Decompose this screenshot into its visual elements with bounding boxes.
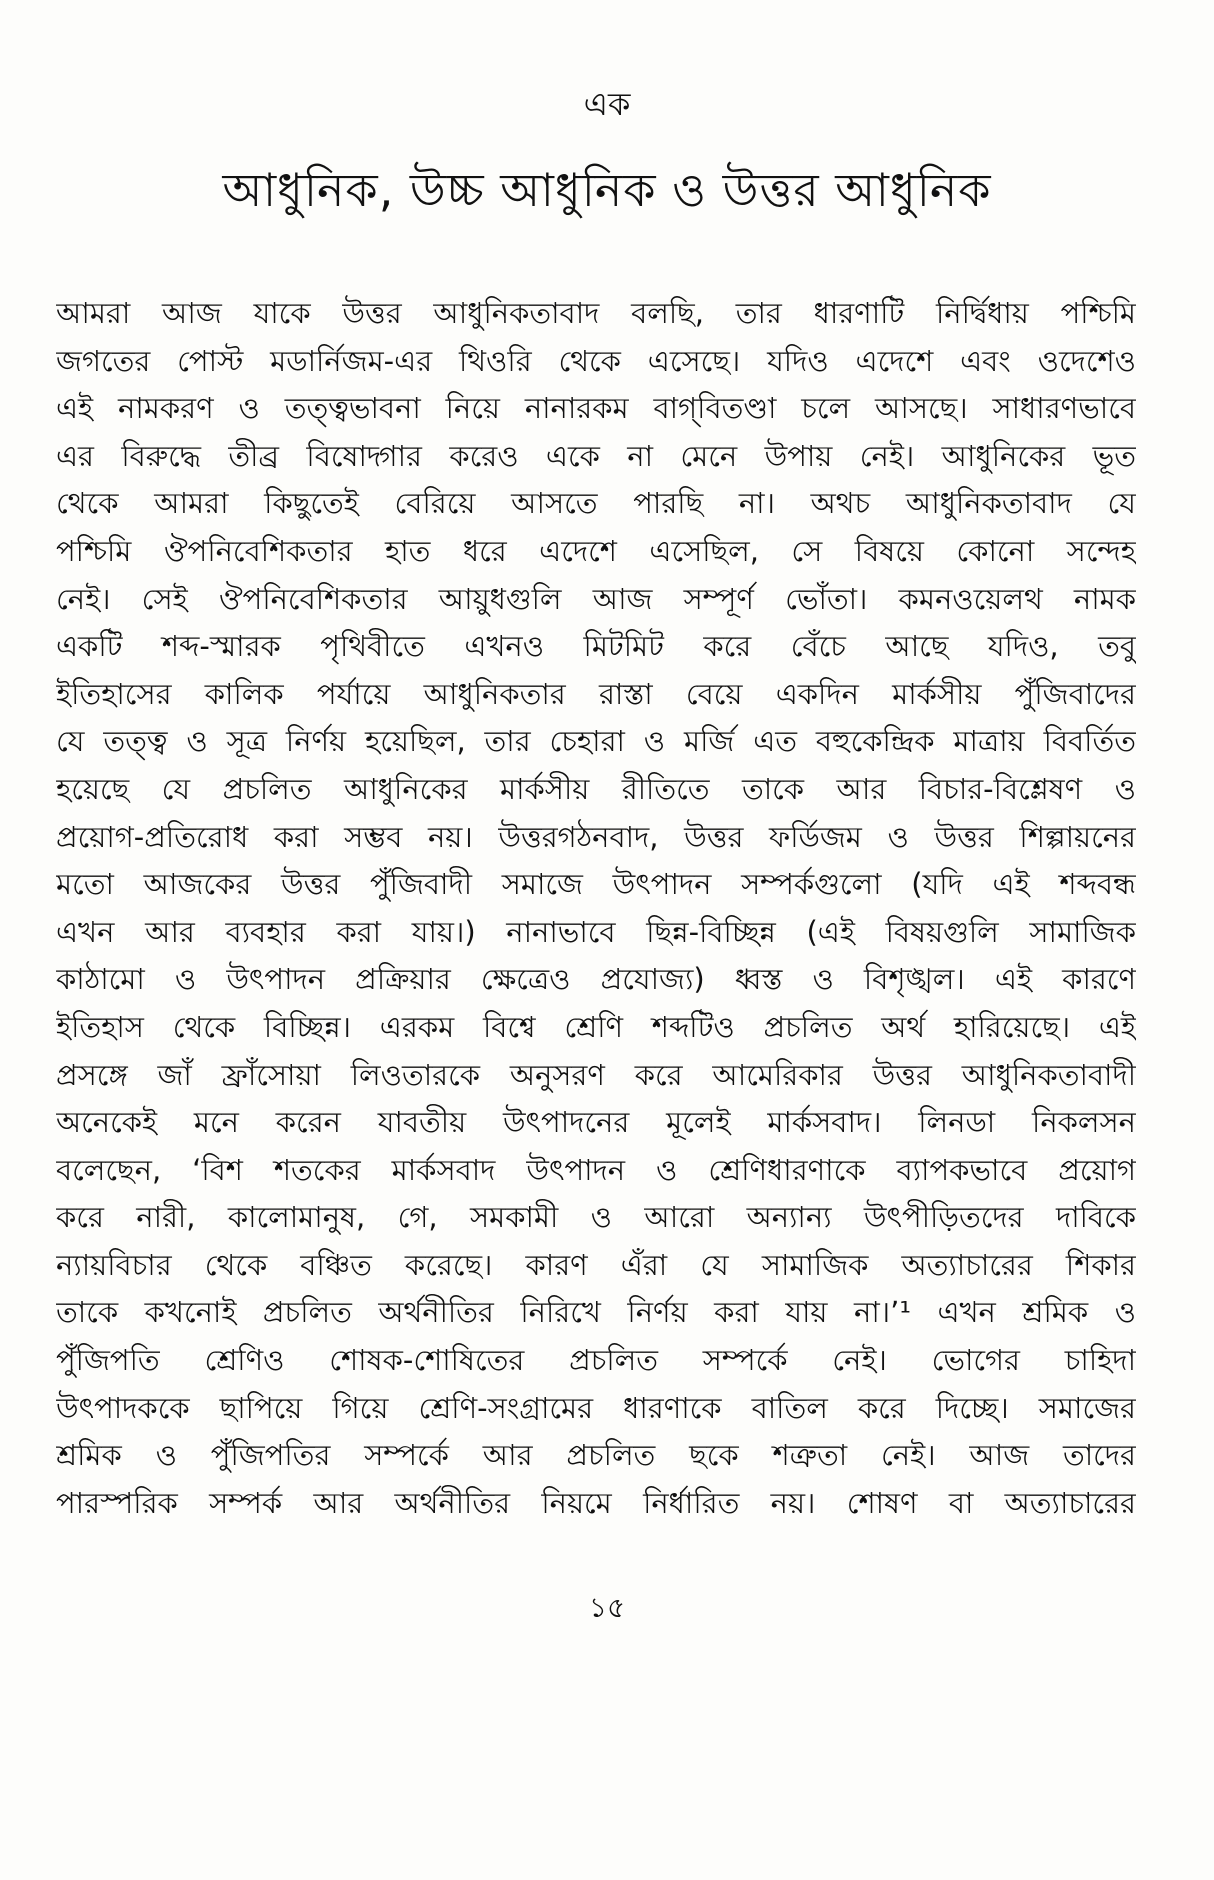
text-line: জগতের পোস্ট মডার্নিজম-এর থিওরি থেকে এসেছে। যদিও এদেশে এবং ওদেশেও <box>56 343 1136 378</box>
text-line: প্রয়োগ-প্রতিরোধ করা সম্ভব নয়। উত্তরগঠনবাদ, উত্তর ফর্ডিজম ও উত্তর শিল্পায়নের <box>56 819 1136 854</box>
chapter-title: আধুনিক, উচ্চ আধুনিক ও উত্তর আধুনিক <box>222 163 992 217</box>
text-line: বলেছেন, ‘বিশ শতকের মার্কসবাদ উৎপাদন ও শ্রেণিধারণাকে ব্যাপকভাবে প্রয়োগ <box>56 1152 1136 1187</box>
text-line: উৎপাদককে ছাপিয়ে গিয়ে শ্রেণি-সংগ্রামের ধারণাকে বাতিল করে দিচ্ছে। সমাজের <box>56 1390 1136 1425</box>
text-line: থেকে আমরা কিছুতেই বেরিয়ে আসতে পারছি না। অথচ আধুনিকতাবাদ যে <box>56 486 1136 521</box>
text-line: প্রসঙ্গে জাঁ ফ্রাঁসোয়া লিওতারকে অনুসরণ করে আমেরিকার উত্তর আধুনিকতাবাদী <box>56 1057 1136 1092</box>
text-line: ন্যায়বিচার থেকে বঞ্চিত করেছে। কারণ এঁরা যে সামাজিক অত্যাচারের শিকার <box>56 1247 1136 1282</box>
text-line: কাঠামো ও উৎপাদন প্রক্রিয়ার ক্ষেত্রেও প্রযোজ্য) ধ্বস্ত ও বিশৃঙ্খল। এই কারণে <box>56 962 1136 997</box>
text-line: শ্রমিক ও পুঁজিপতির সম্পর্কে আর প্রচলিত ছকে শত্রুতা নেই। আজ তাদের <box>56 1438 1136 1473</box>
text-line: ইতিহাসের কালিক পর্যায়ে আধুনিকতার রাস্তা বেয়ে একদিন মার্কসীয় পুঁজিবাদের <box>56 676 1136 711</box>
text-line: পারস্পরিক সম্পর্ক আর অর্থনীতির নিয়মে নির্ধারিত নয়। শোষণ বা অত্যাচারের <box>56 1485 1136 1520</box>
text-line: আমরা আজ যাকে উত্তর আধুনিকতাবাদ বলছি, তার ধারণাটি নির্দ্বিধায় পশ্চিমি <box>56 296 1136 330</box>
text-line: পশ্চিমি ঔপনিবেশিকতার হাত ধরে এদেশে এসেছিল, সে বিষয়ে কোনো সন্দেহ <box>56 533 1136 568</box>
chapter-number: এক <box>583 85 631 123</box>
text-line: ইতিহাস থেকে বিচ্ছিন্ন। এরকম বিশ্বে শ্রেণি শব্দটিও প্রচলিত অর্থ হারিয়েছে। এই <box>56 1009 1136 1044</box>
text-line: এর বিরুদ্ধে তীব্র বিষোদ্গার করেও একে না মেনে উপায় নেই। আধুনিকের ভূত <box>56 438 1136 473</box>
text-line: একটি শব্দ-স্মারক পৃথিবীতে এখনও মিটমিট করে বেঁচে আছে যদিও, তবু <box>56 629 1136 664</box>
text-line: অনেকেই মনে করেন যাবতীয় উৎপাদনের মূলেই মার্কসবাদ। লিনডা নিকলসন <box>56 1105 1136 1140</box>
text-line: এই নামকরণ ও তত্ত্বভাবনা নিয়ে নানারকম বাগ্‌বিতণ্ডা চলে আসছে। সাধারণভাবে <box>56 391 1136 426</box>
text-line: যে তত্ত্ব ও সূত্র নির্ণয় হয়েছিল, তার চেহারা ও মর্জি এত বহুকেন্দ্রিক মাত্রায় বিবর্তিত <box>56 724 1136 759</box>
text-line: হয়েছে যে প্রচলিত আধুনিকের মার্কসীয় রীতিতে তাকে আর বিচার-বিশ্লেষণ ও <box>56 771 1136 806</box>
text-line: করে নারী, কালোমানুষ, গে, সমকামী ও আরো অন্যান্য উৎপীড়িতদের দাবিকে <box>56 1200 1136 1235</box>
body-text <box>56 290 1136 1527</box>
text-line: তাকে কখনোই প্রচলিত অর্থনীতির নিরিখে নির্ণয় করা যায় না।’¹ এখন শ্রমিক ও <box>56 1295 1136 1330</box>
text-line: মতো আজকের উত্তর পুঁজিবাদী সমাজে উৎপাদন সম্পর্কগুলো (যদি এই শব্দবন্ধ <box>56 867 1136 902</box>
text-line: পুঁজিপতি শ্রেণিও শোষক-শোষিতের প্রচলিত সম্পর্কে নেই। ভোগের চাহিদা <box>56 1343 1136 1378</box>
text-line: নেই। সেই ঔপনিবেশিকতার আয়ুধগুলি আজ সম্পূর্ণ ভোঁতা। কমনওয়েলথ নামক <box>56 581 1136 616</box>
page-number: ১৫ <box>588 1591 626 1624</box>
text-line: এখন আর ব্যবহার করা যায়।) নানাভাবে ছিন্ন-বিচ্ছিন্ন (এই বিষয়গুলি সামাজিক <box>56 914 1136 949</box>
